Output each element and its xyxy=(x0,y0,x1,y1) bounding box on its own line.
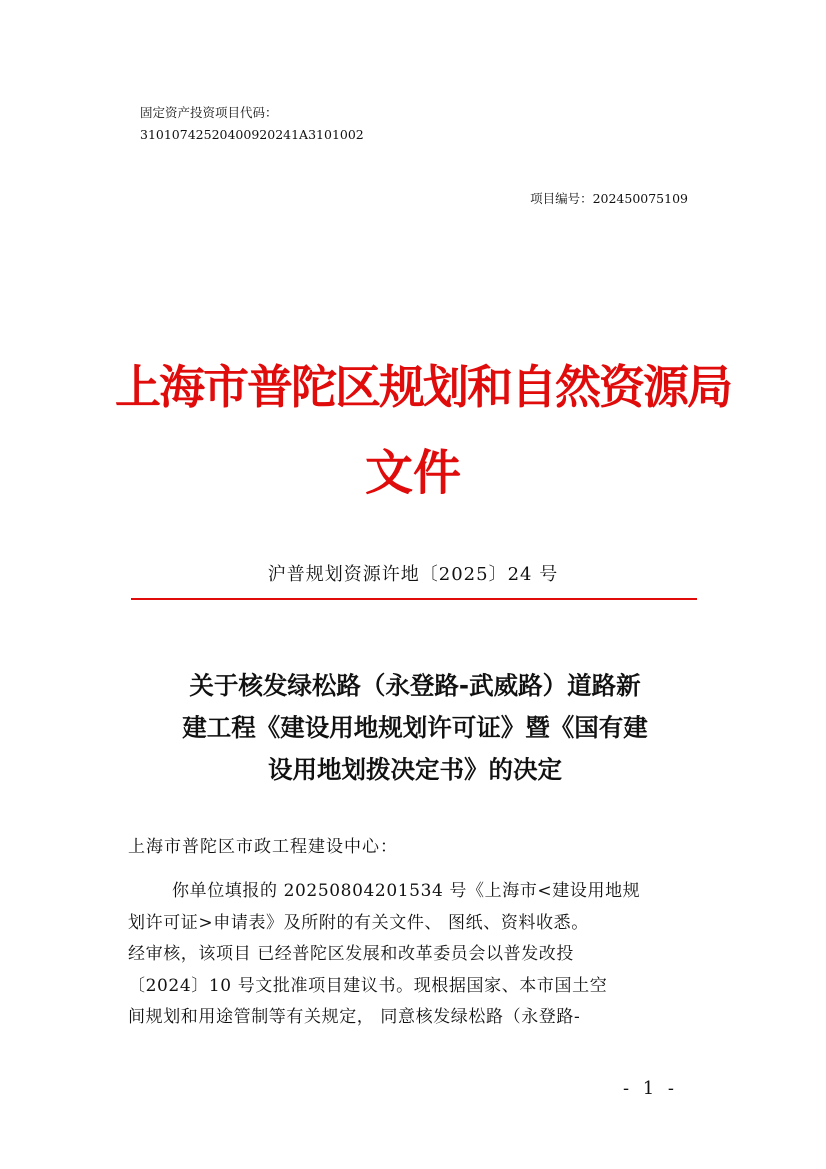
body-line: 划许可证>申请表》及所附的有关文件、 图纸、资料收悉。 xyxy=(128,912,589,933)
addressee: 上海市普陀区市政工程建设中心： xyxy=(128,837,398,857)
body-line: 间规划和用途管制等有关规定， 同意核发绿松路（永登路- xyxy=(128,1007,581,1027)
document-title xyxy=(120,665,710,791)
fixed-asset-code-label: 固定资产投资项目代码： xyxy=(140,105,278,120)
issuer-name: 上海市普陀区规划和自然资源局 xyxy=(115,362,731,413)
body-paragraph xyxy=(128,876,700,1034)
body-line: 你单位填报的 20250804201534 号《上海市<建设用地规 xyxy=(172,881,641,901)
title-line: 建工程《建设用地规划许可证》暨《国有建 xyxy=(182,713,648,742)
document-number: 沪普规划资源许地〔2025〕24 号 xyxy=(267,564,559,585)
body-line: 经审核，该项目 已经普陀区发展和改革委员会以普发改投 xyxy=(128,944,575,964)
project-number: 项目编号：202450075109 xyxy=(530,191,688,206)
red-divider xyxy=(131,598,697,600)
issuer-document-label: 文件 xyxy=(364,447,461,500)
title-line: 设用地划拨决定书》的决定 xyxy=(268,755,562,784)
title-line: 关于核发绿松路（永登路-武威路）道路新 xyxy=(189,671,641,700)
page-number: - 1 - xyxy=(622,1078,678,1099)
fixed-asset-code-value: 31010742520400920241A3101002 xyxy=(140,127,364,142)
body-line: 〔2024〕10 号文批准项目建议书。现根据国家、本市国土空 xyxy=(128,975,608,996)
